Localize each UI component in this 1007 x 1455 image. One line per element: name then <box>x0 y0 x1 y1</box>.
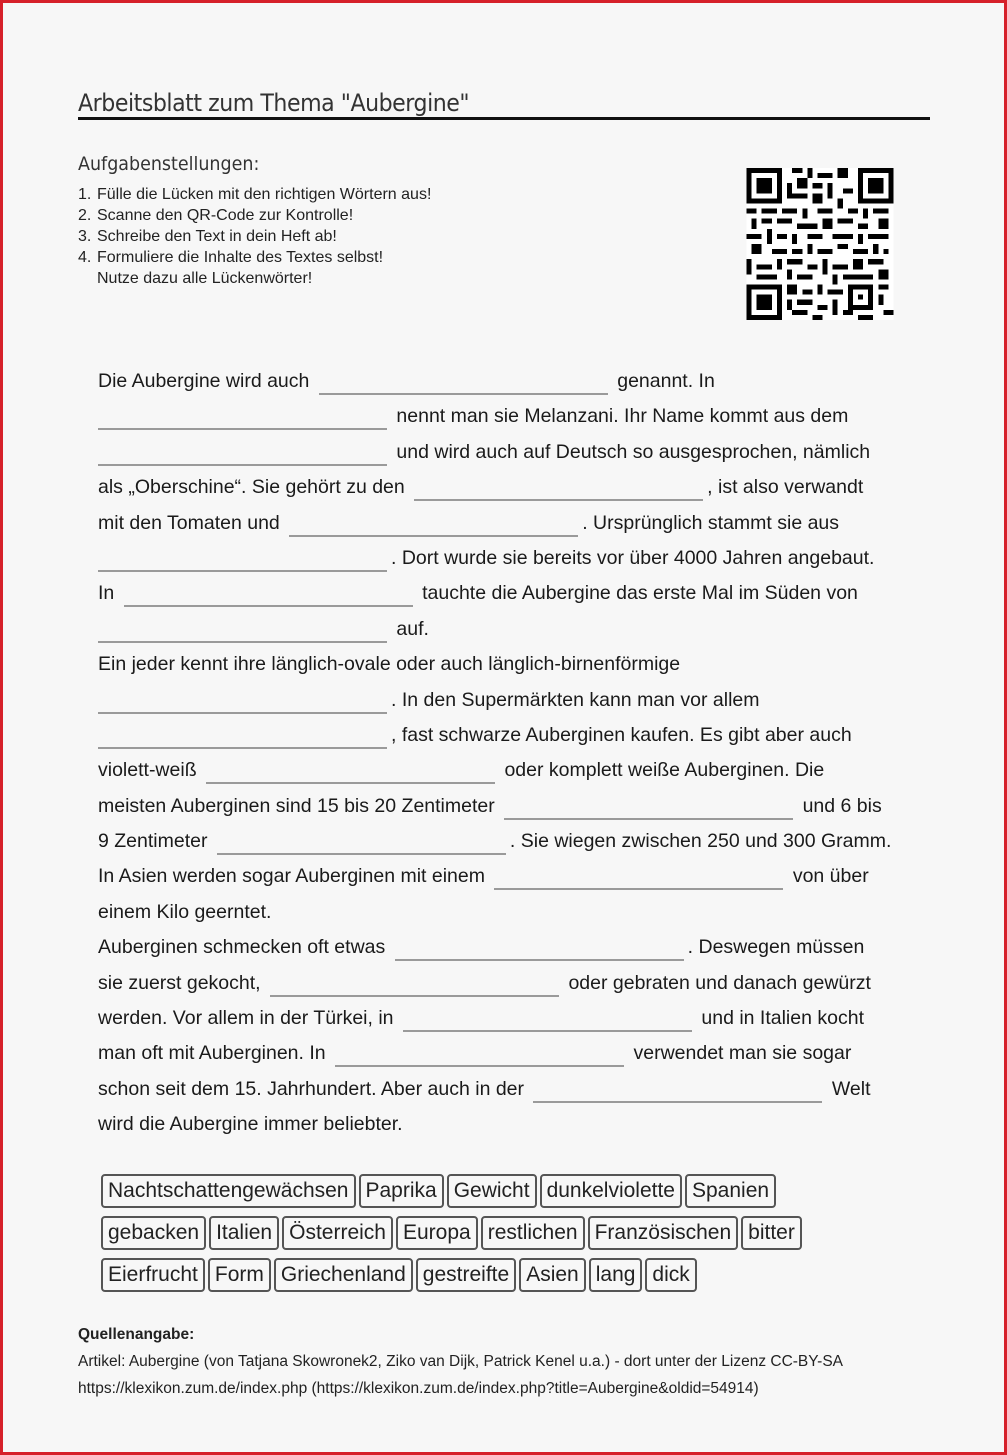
blank-gap[interactable] <box>217 829 506 855</box>
word-chip[interactable]: lang <box>589 1258 643 1292</box>
text-line: Auberginen schmecken oft etwas . Deswegen müssen <box>98 930 928 965</box>
source-citation: Artikel: Aubergine (von Tatjana Skowronek2, Ziko van Dijk, Patrick Kenel u.a.) - dort unter der Lizenz CC-BY-SA <box>78 1353 844 1370</box>
blank-gap[interactable] <box>98 688 387 714</box>
word-chip[interactable]: gebacken <box>101 1216 206 1250</box>
blank-gap[interactable] <box>98 617 387 643</box>
word-chip[interactable]: Europa <box>396 1216 478 1250</box>
task-item: 3. Schreibe den Text in dein Heft ab! <box>78 228 337 245</box>
word-bank-row <box>101 1174 861 1216</box>
blank-gap[interactable] <box>533 1077 822 1103</box>
text-line: einem Kilo geerntet. <box>98 900 272 923</box>
text-line: violett-weiß oder komplett weiße Auberginen. Die <box>98 753 928 788</box>
word-chip[interactable]: Asien <box>519 1258 586 1292</box>
blank-gap[interactable] <box>414 475 703 501</box>
word-chip[interactable]: Gewicht <box>447 1174 537 1208</box>
text-line: Ein jeder kennt ihre länglich-ovale oder auch länglich-birnenförmige <box>98 653 681 676</box>
blank-gap[interactable] <box>98 440 387 466</box>
task-item-continuation: Nutze dazu alle Lückenwörter! <box>97 270 313 287</box>
blank-gap[interactable] <box>98 546 387 572</box>
qr-code-icon[interactable] <box>746 168 894 320</box>
text-line: schon seit dem 15. Jahrhundert. Aber auch in der Welt <box>98 1072 928 1107</box>
text-line: , fast schwarze Auberginen kaufen. Es gibt aber auch <box>98 718 928 753</box>
text-line: man oft mit Auberginen. In verwendet man sie sogar <box>98 1036 928 1071</box>
word-chip[interactable]: Italien <box>209 1216 279 1250</box>
blank-gap[interactable] <box>98 723 387 749</box>
text-line: mit den Tomaten und . Ursprünglich stammt sie aus <box>98 506 928 541</box>
source-attribution <box>78 1321 843 1402</box>
blank-gap[interactable] <box>289 511 578 537</box>
task-item: 1. Fülle die Lücken mit den richtigen Wörtern aus! <box>78 186 432 203</box>
blank-gap[interactable] <box>124 581 413 607</box>
text-line: In Asien werden sogar Auberginen mit einem von über <box>98 859 928 894</box>
blank-gap[interactable] <box>98 404 387 430</box>
task-item: 2. Scanne den QR-Code zur Kontrolle! <box>78 207 354 224</box>
word-chip[interactable]: Form <box>208 1258 271 1292</box>
blank-gap[interactable] <box>403 1006 692 1032</box>
word-chip[interactable]: dick <box>645 1258 696 1292</box>
text-line: auf. <box>98 612 928 647</box>
text-line: meisten Auberginen sind 15 bis 20 Zentimeter und 6 bis <box>98 789 928 824</box>
blank-gap[interactable] <box>206 758 495 784</box>
word-bank-row <box>101 1258 861 1300</box>
text-line: 9 Zentimeter . Sie wiegen zwischen 250 und 300 Gramm. <box>98 824 928 859</box>
source-heading: Quellenangabe: <box>78 1326 195 1343</box>
blank-gap[interactable] <box>335 1041 624 1067</box>
blank-gap[interactable] <box>504 794 793 820</box>
word-chip[interactable]: Österreich <box>282 1216 393 1250</box>
word-chip[interactable]: bitter <box>741 1216 802 1250</box>
text-line: als „Oberschine“. Sie gehört zu den , ist also verwandt <box>98 470 928 505</box>
blank-gap[interactable] <box>395 935 684 961</box>
word-chip[interactable]: Eierfrucht <box>101 1258 205 1292</box>
text-line: . In den Supermärkten kann man vor allem <box>98 683 928 718</box>
text-line: wird die Aubergine immer beliebter. <box>98 1113 403 1136</box>
word-bank-row <box>101 1216 861 1258</box>
task-list <box>78 184 431 289</box>
blank-gap[interactable] <box>319 369 608 395</box>
page-title: Arbeitsblatt zum Thema "Aubergine" <box>78 89 470 117</box>
word-bank <box>101 1174 861 1300</box>
blank-gap[interactable] <box>270 971 559 997</box>
task-item: 4. Formuliere die Inhalte des Textes selbst! <box>78 249 384 266</box>
tasks-heading: Aufgabenstellungen: <box>78 153 260 175</box>
text-line: sie zuerst gekocht, oder gebraten und danach gewürzt <box>98 966 928 1001</box>
word-chip[interactable]: Spanien <box>685 1174 776 1208</box>
word-chip[interactable]: Paprika <box>359 1174 444 1208</box>
word-chip[interactable]: Nachtschattengewächsen <box>101 1174 356 1208</box>
text-line: werden. Vor allem in der Türkei, in und in Italien kocht <box>98 1001 928 1036</box>
word-chip[interactable]: gestreifte <box>416 1258 516 1292</box>
text-line: In tauchte die Aubergine das erste Mal im Süden von <box>98 576 928 611</box>
cloze-text <box>98 364 928 1143</box>
blank-gap[interactable] <box>494 864 783 890</box>
word-chip[interactable]: Französischen <box>588 1216 739 1250</box>
word-chip[interactable]: restlichen <box>481 1216 585 1250</box>
text-line: . Dort wurde sie bereits vor über 4000 Jahren angebaut. <box>98 541 928 576</box>
text-line: Die Aubergine wird auch genannt. In <box>98 364 928 399</box>
text-line: und wird auch auf Deutsch so ausgesprochen, nämlich <box>98 435 928 470</box>
word-chip[interactable]: Griechenland <box>274 1258 413 1292</box>
word-chip[interactable]: dunkelviolette <box>540 1174 682 1208</box>
title-divider <box>78 117 930 120</box>
source-url[interactable]: https://klexikon.zum.de/index.php (https://klexikon.zum.de/index.php?title=Aubergine&oldid=54914) <box>78 1380 759 1397</box>
text-line: nennt man sie Melanzani. Ihr Name kommt aus dem <box>98 399 928 434</box>
